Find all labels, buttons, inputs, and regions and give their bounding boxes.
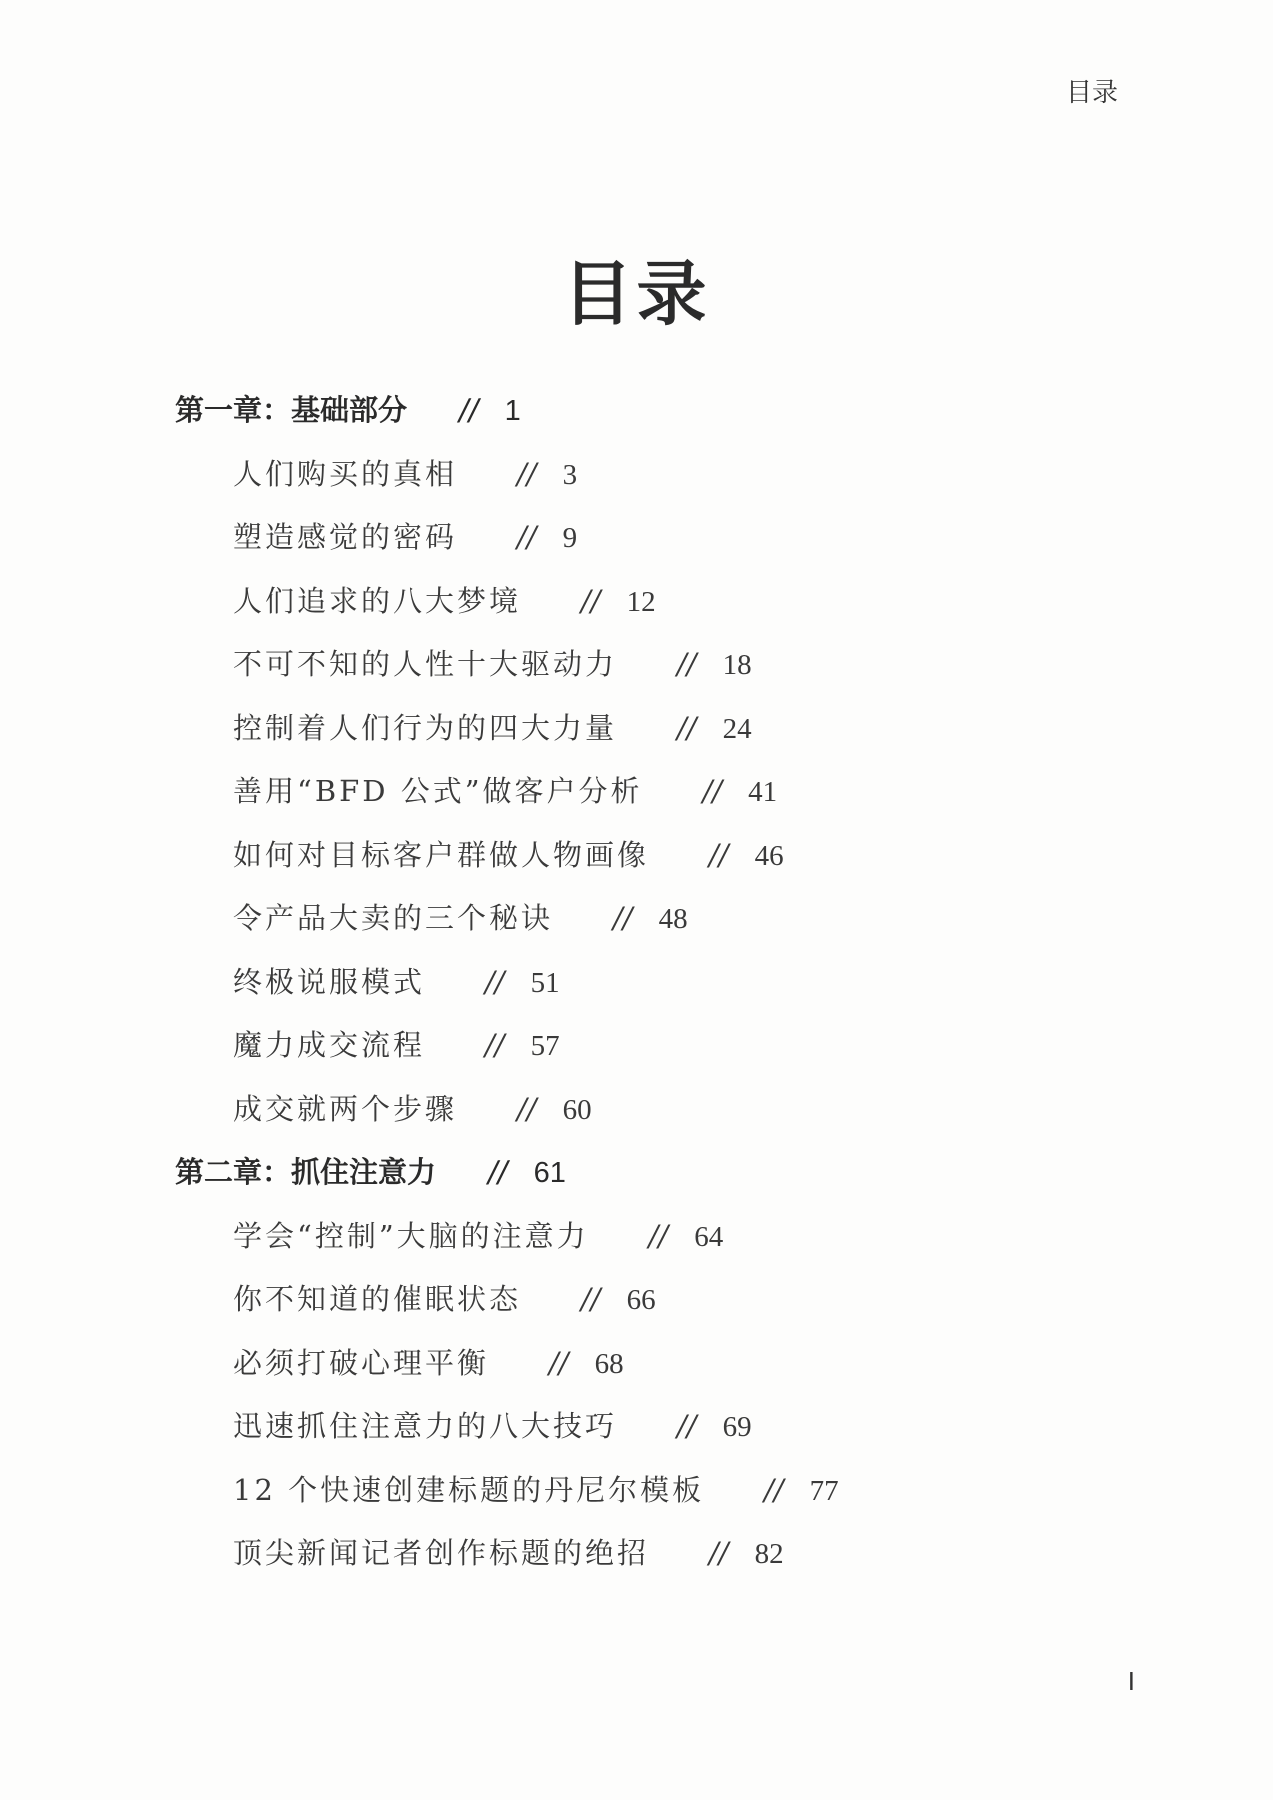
toc-section[interactable]	[233, 1028, 560, 1062]
toc-page-number: 3	[562, 458, 578, 491]
toc-page-number: 9	[562, 522, 578, 554]
toc-page-number: 24	[722, 712, 752, 745]
toc-section[interactable]	[233, 1218, 724, 1253]
toc-section[interactable]	[233, 1536, 784, 1570]
toc-separator: //	[677, 1409, 697, 1443]
toc-section[interactable]	[233, 1409, 752, 1443]
toc-section[interactable]	[233, 837, 784, 872]
toc-entry-title: 魔力成交流程	[233, 1028, 426, 1062]
toc-separator: //	[517, 456, 537, 491]
running-head: 目录	[1065, 78, 1118, 108]
toc-section[interactable]	[233, 710, 752, 745]
toc-section[interactable]	[233, 520, 578, 554]
toc-entry-title: 12 个快速创建标题的丹尼尔模板	[233, 1472, 705, 1507]
toc-entry-title: 顶尖新闻记者创作标题的绝招	[233, 1536, 650, 1570]
toc-entry-title: 你不知道的催眠状态	[233, 1282, 522, 1316]
toc-separator: //	[764, 1472, 784, 1507]
toc-entry-title: 人们追求的八大梦境	[233, 583, 522, 618]
toc-page-number: 41	[748, 776, 778, 808]
toc-section[interactable]	[233, 901, 688, 935]
toc-page-number: 82	[754, 1538, 784, 1570]
toc-section[interactable]	[233, 964, 560, 999]
toc-separator: //	[709, 1536, 729, 1570]
toc-separator: //	[677, 647, 697, 681]
toc-separator: //	[613, 901, 633, 935]
toc-page-number: 51	[530, 966, 560, 999]
page-number: I	[1127, 1666, 1135, 1696]
toc-section[interactable]	[233, 1091, 592, 1126]
toc-page-number: 64	[694, 1220, 724, 1253]
toc-entry-title: 第二章：抓住注意力	[175, 1155, 437, 1189]
toc-section[interactable]	[233, 1472, 839, 1507]
toc-entry-title: 第一章：基础部分	[175, 393, 408, 427]
toc-separator: //	[459, 393, 479, 427]
toc-entry-title: 必须打破心理平衡	[233, 1345, 490, 1380]
toc-section[interactable]	[233, 456, 578, 491]
toc-page-number: 61	[533, 1157, 566, 1189]
toc-section[interactable]	[233, 647, 752, 681]
toc-section[interactable]	[233, 1345, 624, 1380]
toc-section[interactable]	[233, 774, 778, 808]
toc-page-number: 77	[809, 1474, 839, 1507]
toc-page-number: 68	[594, 1347, 624, 1380]
toc-entry-title: 如何对目标客户群做人物画像	[233, 837, 650, 872]
toc-separator: //	[549, 1345, 569, 1380]
toc-chapter[interactable]	[175, 1155, 566, 1189]
toc-entry-title: 控制着人们行为的四大力量	[233, 710, 618, 745]
toc-entry-title: 令产品大卖的三个秘诀	[233, 901, 554, 935]
toc-separator: //	[648, 1218, 669, 1253]
toc-separator: //	[709, 837, 729, 872]
toc-separator: //	[702, 774, 723, 808]
toc-page-number: 57	[530, 1030, 560, 1062]
toc-separator: //	[488, 1155, 508, 1189]
toc-page-number: 46	[754, 839, 784, 872]
toc-chapter[interactable]	[175, 393, 521, 427]
toc-section[interactable]	[233, 583, 656, 618]
toc-entry-title: 不可不知的人性十大驱动力	[233, 647, 618, 681]
toc-page-number: 12	[626, 585, 656, 618]
toc-entry-title: 人们购买的真相	[233, 456, 458, 491]
toc-page-number: 69	[722, 1411, 752, 1443]
toc-page-number: 66	[626, 1284, 656, 1316]
toc-separator: //	[485, 964, 505, 999]
toc-entry-title: 终极说服模式	[233, 964, 426, 999]
toc-entry-title: 学会“控制”大脑的注意力	[233, 1218, 589, 1253]
toc-separator: //	[677, 710, 697, 745]
toc-page-number: 18	[722, 649, 752, 681]
toc-entry-title: 塑造感觉的密码	[233, 520, 458, 554]
toc-entry-title: 成交就两个步骤	[233, 1091, 458, 1126]
toc-entry-title: 迅速抓住注意力的八大技巧	[233, 1409, 618, 1443]
toc-separator: //	[581, 1282, 601, 1316]
toc-separator: //	[517, 1091, 537, 1126]
toc-separator: //	[485, 1028, 505, 1062]
toc-page-number: 60	[562, 1093, 592, 1126]
toc-entry-title: 善用“BFD 公式”做客户分析	[233, 774, 643, 808]
toc-page-number: 1	[504, 395, 521, 427]
page-title: 目录	[562, 253, 711, 335]
toc-section[interactable]	[233, 1282, 656, 1316]
toc-page-number: 48	[658, 903, 688, 935]
toc-separator: //	[517, 520, 537, 554]
toc-separator: //	[581, 583, 601, 618]
